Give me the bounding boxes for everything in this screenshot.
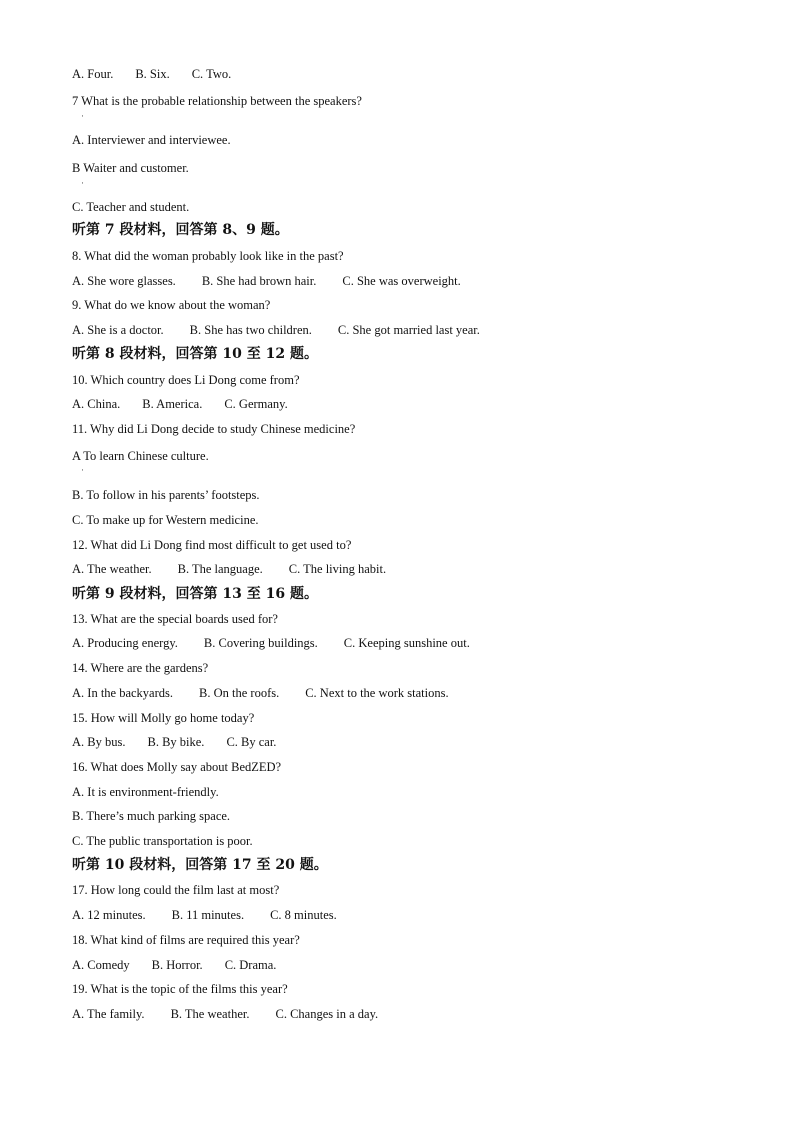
option-b: B. She has two children. [189, 323, 312, 337]
option-a: A. The weather. [72, 562, 152, 576]
q11-option-c: C. To make up for Western medicine. [72, 513, 259, 527]
option-a: A. The family. [72, 1007, 145, 1021]
stray-mark: · [81, 465, 84, 475]
option-a: A. She is a doctor. [72, 323, 164, 337]
option-b: B. By bike. [147, 735, 205, 749]
stray-mark: · [81, 178, 84, 188]
question-10: 10. Which country does Li Dong come from? [72, 373, 300, 387]
section-heading-10: 听第 10 段材料，回答第 17 至 20 题。 [72, 857, 328, 873]
option-a: A. Comedy [72, 958, 130, 972]
option-c: C. Next to the work stations. [305, 686, 449, 700]
q16-option-b: B. There’s much parking space. [72, 809, 231, 823]
option-b: B. On the roofs. [199, 686, 280, 700]
question-7: 7 What is the probable relationship between the speakers? [72, 94, 362, 108]
option-a: A. China. [72, 397, 121, 411]
q6-options [72, 66, 231, 82]
question-11: 11. Why did Li Dong decide to study Chinese medicine? [72, 422, 356, 436]
option-c: C. The living habit. [288, 562, 387, 576]
q7-option-c: C. Teacher and student. [72, 200, 190, 214]
section-heading-8: 听第 8 段材料，回答第 10 至 12 题。 [72, 346, 318, 362]
q18-options [72, 957, 276, 973]
option-c: C. By car. [226, 735, 277, 749]
option-a: A. In the backyards. [72, 686, 174, 700]
option-b: B. She had brown hair. [201, 274, 317, 288]
option-a: A. Producing energy. [72, 636, 178, 650]
section-heading-7: 听第 7 段材料，回答第 8、9 题。 [72, 222, 289, 238]
option-c: C. Keeping sunshine out. [343, 636, 470, 650]
option-b: B. 11 minutes. [171, 908, 245, 922]
option-c: C. She was overweight. [342, 274, 461, 288]
option-b: B. Covering buildings. [203, 636, 318, 650]
q10-options [72, 396, 288, 412]
question-15: 15. How will Molly go home today? [72, 711, 255, 725]
q11-option-b: B. To follow in his parents’ footsteps. [72, 488, 260, 502]
option-c: C. 8 minutes. [270, 908, 337, 922]
q7-option-b: B Waiter and customer. [72, 161, 189, 175]
option-c: C. Drama. [224, 958, 277, 972]
question-9: 9. What do we know about the woman? [72, 298, 271, 312]
q19-options [72, 1006, 378, 1022]
question-12: 12. What did Li Dong find most difficult to get used to? [72, 538, 352, 552]
option-c: C. Two. [191, 67, 232, 81]
q8-options [72, 273, 461, 289]
option-b: B. America. [142, 397, 203, 411]
question-18: 18. What kind of films are required this year? [72, 933, 300, 947]
q12-options [72, 561, 386, 577]
q16-option-c: C. The public transportation is poor. [72, 834, 253, 848]
question-17: 17. How long could the film last at most? [72, 883, 280, 897]
stray-mark: · [81, 111, 84, 121]
option-a: A. 12 minutes. [72, 908, 146, 922]
q9-options [72, 322, 480, 338]
option-b: B. Six. [135, 67, 170, 81]
option-a: A. By bus. [72, 735, 126, 749]
q14-options [72, 685, 449, 701]
question-13: 13. What are the special boards used for? [72, 612, 278, 626]
question-16: 16. What does Molly say about BedZED? [72, 760, 282, 774]
q13-options [72, 635, 470, 651]
option-b: B. Horror. [151, 958, 203, 972]
option-c: C. She got married last year. [337, 323, 480, 337]
q7-option-a: A. Interviewer and interviewee. [72, 133, 231, 147]
q11-option-a: A To learn Chinese culture. [72, 449, 209, 463]
section-heading-9: 听第 9 段材料，回答第 13 至 16 题。 [72, 586, 318, 602]
q17-options [72, 907, 337, 923]
option-b: B. The language. [177, 562, 263, 576]
option-c: C. Changes in a day. [275, 1007, 379, 1021]
q15-options [72, 734, 276, 750]
option-a: A. Four. [72, 67, 114, 81]
option-c: C. Germany. [224, 397, 288, 411]
question-14: 14. Where are the gardens? [72, 661, 209, 675]
option-a: A. She wore glasses. [72, 274, 176, 288]
q16-option-a: A. It is environment-friendly. [72, 785, 219, 799]
question-19: 19. What is the topic of the films this year? [72, 982, 288, 996]
question-8: 8. What did the woman probably look like in the past? [72, 249, 344, 263]
option-b: B. The weather. [170, 1007, 250, 1021]
